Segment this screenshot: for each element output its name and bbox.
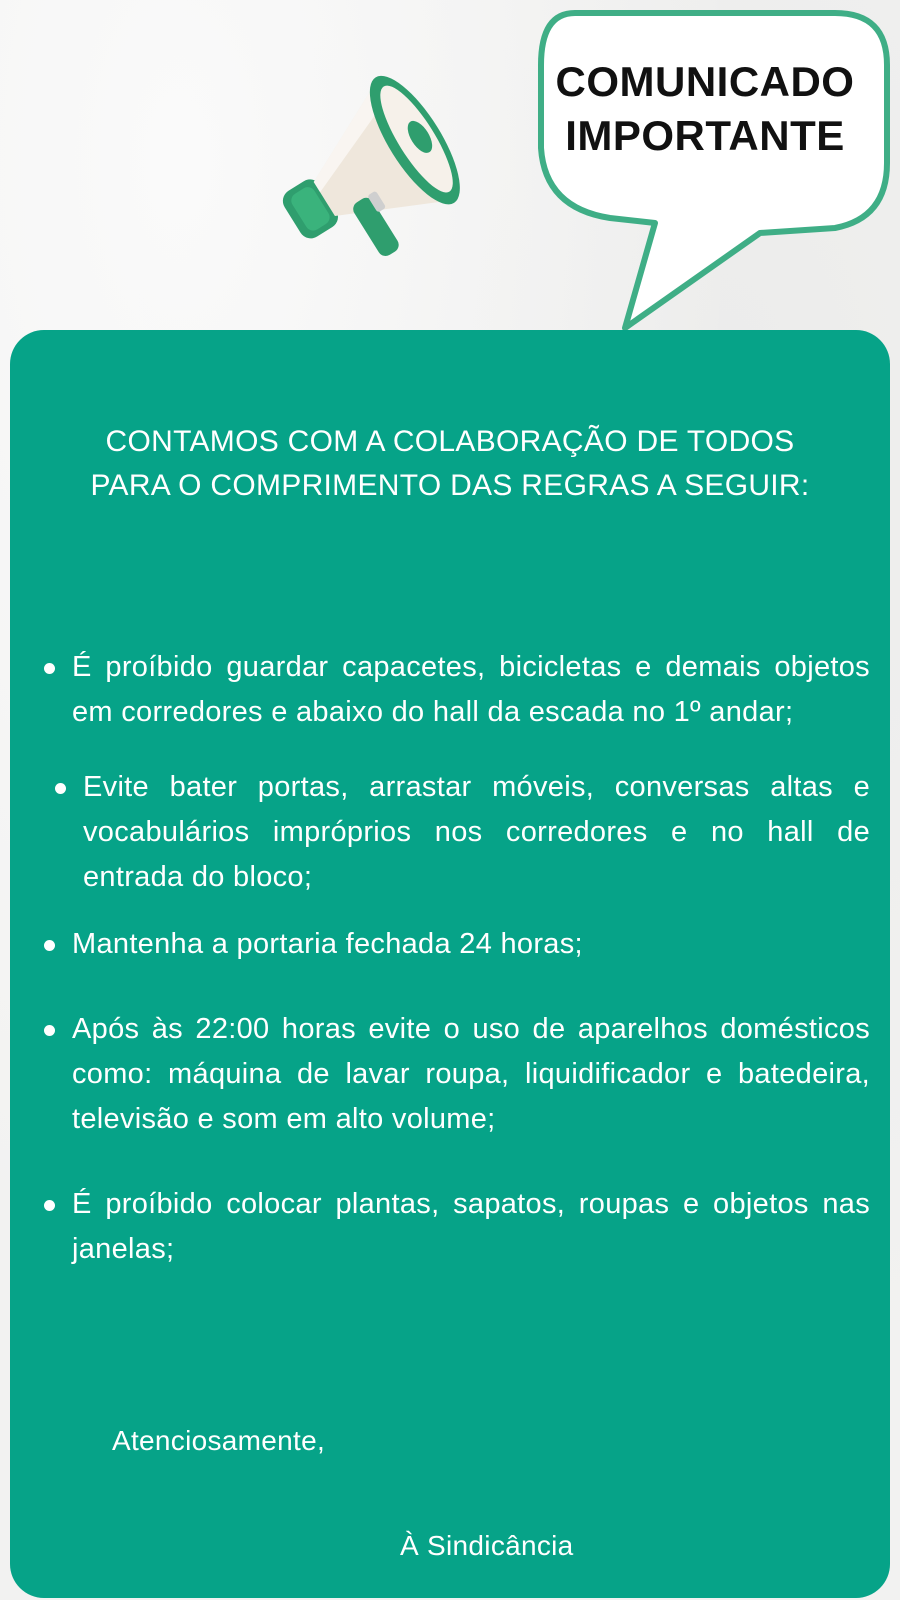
rule-text: Após às 22:00 horas evite o uso de aparelhos domésticos como: máquina de lavar roupa, liquidificador e batedeira, televisão e som em alto volume; — [72, 1013, 870, 1135]
rule-item — [40, 922, 870, 967]
rule-text: É proíbido colocar plantas, sapatos, roupas e objetos nas janelas; — [72, 1188, 870, 1265]
rule-item — [40, 645, 870, 735]
rule-text: Evite bater portas, arrastar móveis, conversas altas e vocabulários impróprios nos corredores e no hall de entrada do bloco; — [83, 771, 870, 893]
rules-list — [40, 645, 870, 1272]
title-line-2: IMPORTANTE — [565, 112, 845, 159]
rule-text: Mantenha a portaria fechada 24 horas; — [72, 928, 583, 960]
intro-heading — [30, 420, 870, 508]
bullet-icon — [44, 940, 55, 951]
megaphone-icon — [270, 55, 480, 270]
bullet-icon — [44, 1200, 55, 1211]
intro-line-2: PARA O COMPRIMENTO DAS REGRAS A SEGUIR: — [90, 469, 810, 502]
bullet-icon — [44, 663, 55, 674]
page-title — [545, 55, 865, 163]
bullet-icon — [55, 783, 66, 794]
signature-text: À Sindicância — [400, 1530, 574, 1561]
rule-text: É proíbido guardar capacetes, bicicletas e demais objetos em corredores e abaixo do hall da escada no 1º andar; — [72, 651, 870, 728]
bullet-icon — [44, 1025, 55, 1036]
rule-item — [40, 1182, 870, 1272]
intro-line-1: CONTAMOS COM A COLABORAÇÃO DE TODOS — [105, 425, 795, 458]
closing-text: Atenciosamente, — [112, 1425, 326, 1456]
rule-item — [40, 765, 870, 900]
title-line-1: COMUNICADO — [555, 58, 855, 105]
rule-item — [40, 1007, 870, 1142]
